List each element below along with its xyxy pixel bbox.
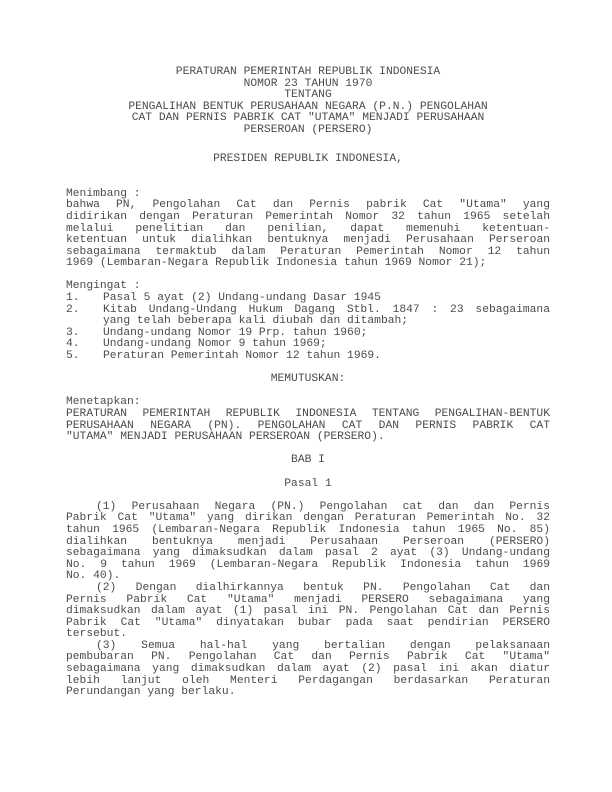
list-item [66,351,550,363]
article-1-clause-2 [66,583,550,641]
text-line: No. 9 tahun 1969 (Lembaran-Negara Republik Indonesia tahun 1969 [66,558,550,571]
text-line: Pabrik Cat "Utama" dinyatakan bubar pada saat pendirian PERSERO [66,616,550,629]
text-line: Undang-undang Nomor 9 tahun 1969; [103,338,327,351]
decision-heading [66,374,550,386]
text-line: PERUSAHAAN NEGARA (PN). PENGOLAHAN CAT DAN PERNIS PABRIK CAT [66,419,550,432]
text-line: sebagaimana termaktub dalam Peraturan Pemerintah Nomor 12 tahun [66,245,550,258]
text-line: Pabrik Cat "Utama" yang dirikan dengan Peraturan Pemerintah No. 32 [66,512,550,525]
text-line: Pasal 5 ayat (2) Undang-undang Dasar 1945 [103,292,381,305]
list-item-number: 1. [66,292,80,305]
text-line: Peraturan Pemerintah Nomor 12 tahun 1969. [103,350,381,363]
text-line: Perundangan yang berlaku. [66,686,236,699]
list-item-number: 4. [66,338,80,351]
document-title [66,67,550,137]
legal-basis-list [66,293,550,363]
text-line: melalui penelitian dan penilian, dapat memenuhi ketentuan- [66,222,550,235]
text-line: sebagaimana yang dimaksudkan dalam pasal 2 ayat (3) Undang-undang [66,547,550,560]
article-1-clause-1 [66,502,550,583]
text-line: ketentuan untuk dialihkan bentuknya menjadi Perusahaan Perseroan [66,234,550,247]
text-line: BAB I [291,454,325,467]
enactment-paragraph [66,409,550,444]
spacer [66,467,550,479]
text-line: PERATURAN PEMERINTAH REPUBLIK INDONESIA TENTANG PENGALIHAN-BENTUK [66,408,550,421]
spacer [66,137,550,154]
text-line: NOMOR 23 TAHUN 1970 [243,77,373,90]
text-line: Undang-undang Nomor 19 Prp. tahun 1960; [103,326,368,339]
text-line: yang telah beberapa kali diubah dan ditambah; [103,315,409,328]
text-line: (2) Dengan dialhirkannya bentuk PN. Pengolahan Cat dan [96,581,550,594]
list-item-number: 5. [66,350,80,363]
list-item-text [103,293,550,305]
issuer-heading [66,154,550,166]
text-line: No. 40). [66,570,121,583]
text-line: CAT DAN PERNIS PABRIK CAT "UTAMA" MENJADI PERUSAHAAN [131,112,485,125]
considering-paragraph [66,200,550,270]
list-item-text [103,305,550,328]
article-1-clause-3 [66,641,550,699]
text-line: Pasal 1 [284,477,332,490]
list-item-number: 3. [66,326,80,339]
list-item-text [103,351,550,363]
text-line: Kitab Undang-Undang Hukum Dagang Stbl. 1847 : 23 sebagaimana [103,303,550,316]
text-line: tersebut. [66,628,128,641]
text-line: PERSEROAN (PERSERO) [243,123,373,136]
article-heading [66,479,550,491]
text-line: PENGALIHAN BENTUK PERUSAHAAN NEGARA (P.N.) PENGOLAHAN [128,100,488,113]
text-line: tahun 1965 (Lembaran-Negara Republik Indonesia tahun 1965 No. 85) [66,523,550,536]
text-line: lebih lanjut oleh Menteri Perdagangan berdasarkan Peraturan [66,674,550,687]
text-line: Menimbang : [66,187,141,200]
text-line: bahwa PN, Pengolahan Cat dan Pernis pabrik Cat "Utama" yang [66,199,550,212]
text-line: (1) Perusahaan Negara (PN.) Pengolahan cat dan dan Pernis [96,500,550,513]
list-item-number: 2. [66,303,80,316]
text-line: didirikan dengan Peraturan Pemerintah Nomor 32 tahun 1965 setelah [66,210,550,223]
text-line: "UTAMA" MENJADI PERUSAHAAN PERSEROAN (PERSERO). [66,431,385,444]
list-item [66,293,550,305]
text-line: Pernis Pabrik Cat "Utama" menjadi PERSERO sebagaimana yang [66,593,550,606]
text-line: Menetapkan: [66,396,141,409]
text-line: PERATURAN PEMERINTAH REPUBLIK INDONESIA [175,66,441,78]
list-item [66,305,550,328]
text-line: PRESIDEN REPUBLIK INDONESIA, [213,152,403,165]
text-line: TENTANG [284,89,332,102]
text-line: MEMUTUSKAN: [270,373,346,386]
text-line: sebagaimana yang dimaksudkan dalam ayat (2) pasal ini akan diatur [66,663,550,676]
text-line: (3) Semua hal-hal yang bertalian dengan pelaksanaan [96,639,550,652]
text-line: pembubaran PN. Pengolahan Cat dan Pernis Pabrik Cat "Utama" [66,651,550,664]
text-line: 1969 (Lembaran-Negara Republik Indonesia tahun 1969 Nomor 21); [66,257,487,270]
text-line: Mengingat : [66,280,141,293]
chapter-heading [66,455,550,467]
spacer [66,166,550,189]
text-line: dimaksudkan dalam ayat (1) pasal ini PN. Pengolahan Cat dan Pernis [66,605,550,618]
text-line: dialihkan bentuknya menjadi Perusahaan Perseroan (PERSERO) [66,535,550,548]
